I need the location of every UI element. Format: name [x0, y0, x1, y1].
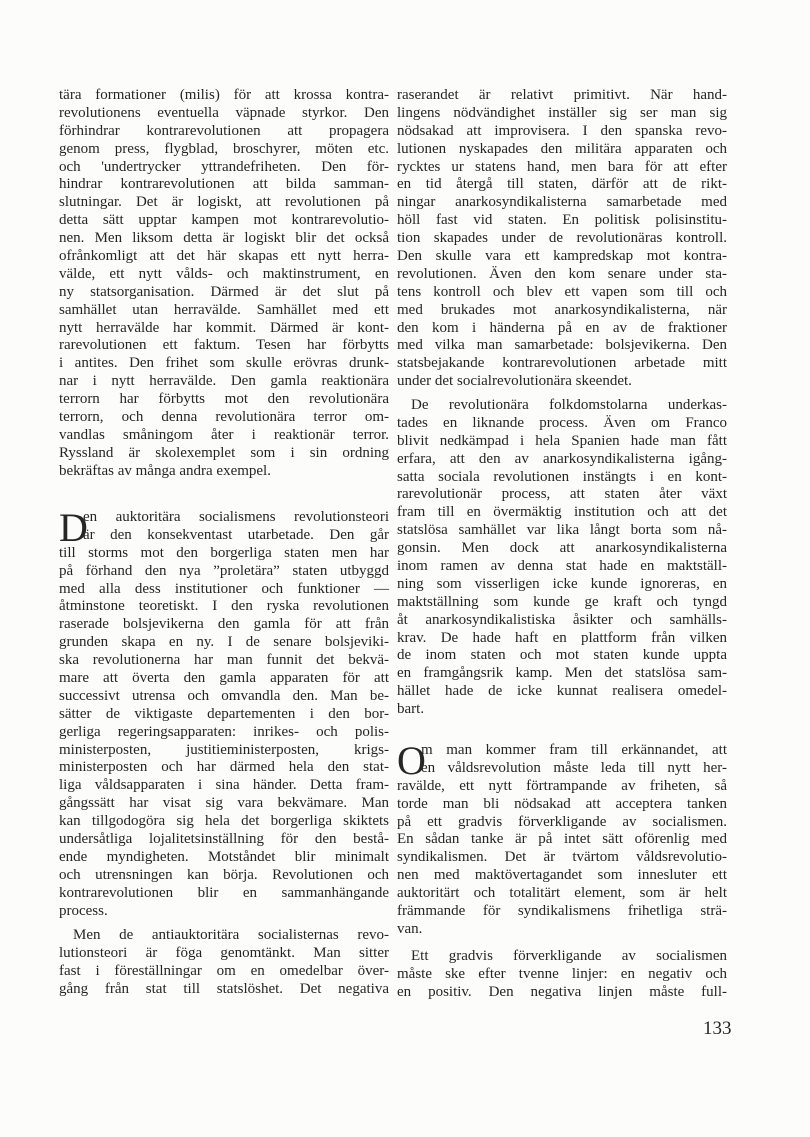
text-line: med brukades mot anarkosyndikalisterna, när: [397, 301, 727, 318]
paragraph: [59, 505, 389, 920]
text-line: rarevolutionen ett faktum. Tesen har förbytts: [59, 337, 389, 354]
text-line: Ryssland är skolexemplet som i sin ordning: [59, 444, 389, 461]
text-line: fram till en övermäktig institution och att det: [397, 504, 727, 521]
text-line: bekräftas av många andra exempel.: [59, 462, 271, 479]
text-line: mare att överta den gamla apparaten för att: [59, 670, 389, 687]
text-line: åt anarkosyndikalistiska åsikter och samhälls-: [397, 611, 727, 628]
text-line: erfara, att den av anarkosyndikalisterna igång-: [397, 450, 727, 467]
text-line: blivit nedkämpad i hela Spanien hade man fått: [397, 432, 727, 449]
text-line: till storms mot den borgerliga staten men har: [59, 544, 389, 561]
text-line: gonsin. Men dock att anarkosyndikalisterna: [397, 540, 727, 557]
text-line: hindrar kontrarevolutionen att bilda samman-: [59, 176, 389, 193]
text-line: detta sätt upptar kampen mot kontrarevolutio-: [59, 212, 389, 229]
text-line: måste ske efter tvenne linjer: en negativ och: [397, 965, 727, 982]
text-line: är den konsekventast utarbetade. Den går: [83, 526, 389, 543]
text-line: en positiv. Den negativa linjen måste full-: [397, 983, 727, 1000]
paragraph: [397, 87, 727, 391]
text-line: den kom i händerna på en av de fraktioner: [397, 319, 727, 336]
text-line: rycktes ur statens hand, men bara för att efter: [397, 158, 727, 175]
text-line: Men de antiauktoritära socialisternas revo-: [73, 927, 389, 943]
text-line: lutionsteori är föga genomtänkt. Man sitter: [59, 944, 389, 961]
text-line: på förhand den nya ”proletära” staten utbyggd: [59, 562, 389, 579]
text-line: lingens nödvändighet inställer sig ser man sig: [397, 104, 727, 121]
text-line: ministerposten, justitieministerposten, krigs-: [59, 741, 389, 758]
paragraph: [59, 87, 389, 481]
text-line: och 'undertrycker yttrandefriheten. Den för-: [59, 158, 389, 175]
text-line: successivt utrensa och omvandla den. Man be-: [59, 687, 389, 704]
text-line: nen. Men liksom detta är logiskt blir det också: [59, 230, 389, 247]
drop-cap: O: [397, 738, 426, 783]
paragraph: [397, 738, 727, 939]
text-line: under det socialrevolutionära skeendet.: [397, 373, 632, 390]
text-line: och utrensningen kan börja. Revolutionen och: [59, 866, 389, 883]
text-line: ning som visserligen icke kunde ignoreras, en: [397, 575, 727, 592]
paragraph: [397, 948, 727, 1002]
text-line: revolutionens eventuella väpnade styrkor. Den: [59, 104, 389, 121]
text-line: nödsakad att improvisera. I den spanska revo-: [397, 122, 727, 139]
text-line: samhället utan herravälde. Samhället med ett: [59, 301, 389, 318]
text-line: lutionen nyskapades den militära apparaten och: [397, 140, 727, 157]
text-line: med alla dess institutioner och funktioner —: [59, 580, 389, 597]
text-line: inom ramen av denna stat hade en maktställ-: [397, 558, 727, 575]
text-line: van.: [397, 920, 423, 937]
text-line: ministerposten och har därmed hela den stat-: [59, 759, 389, 776]
text-line: terrorn, och denna revolutionära terror om-: [59, 409, 389, 426]
text-line: gång från stat till statslöshet. Det negativa: [59, 980, 389, 997]
text-line: terrorn har förbytts mot den revolutionära: [59, 391, 389, 408]
text-line: undersåtliga lojalitetsinställning för den bestå-: [59, 831, 389, 848]
text-line: maktställning som kunde ge kraft och tyngd: [397, 593, 727, 610]
text-line: gångssätt har visat sig vara bekvämare. Man: [59, 795, 389, 812]
text-line: hället hade de icke kunnat realisera omedel-: [397, 683, 727, 700]
paragraph: [59, 927, 389, 999]
text-line: statslösa samhället var lika långt borta som nå-: [397, 522, 727, 539]
text-line: syndikalismen. Det är tvärtom våldsrevolutio-: [397, 849, 727, 866]
text-line: vandlas småningom åter i reaktionär terror.: [59, 426, 389, 443]
text-line: en framgångsrik kamp. Men det statslösa sam-: [397, 665, 727, 682]
text-line: De revolutionära folkdomstolarna underkas-: [411, 397, 727, 413]
text-line: genom press, flygblad, broschyrer, möten etc.: [59, 140, 389, 157]
text-line: slutningar. Det är logiskt, att revolutionen på: [59, 194, 389, 211]
text-line: gerliga regeringsapparaten: inrikes- och polis-: [59, 723, 389, 740]
text-line: En sådan tanke är på intet sätt oförenlig med: [397, 831, 727, 848]
text-line: välde, ett nytt vålds- och maktinstrument, en: [59, 265, 389, 282]
text-line: tades en liknande process. Även om Franco: [397, 414, 727, 431]
text-line: främmande för syndikalismens frihetliga strä-: [397, 903, 727, 920]
text-line: på ett gradvis förverkligande av socialismen.: [397, 813, 727, 830]
text-line: åtminstone teoretiskt. I den ryska revolutionen: [59, 598, 389, 615]
text-line: tära formationer (milis) för att krossa kontra-: [59, 87, 389, 103]
drop-cap: D: [59, 505, 88, 550]
text-line: bart.: [397, 701, 425, 718]
text-line: en auktoritära socialismens revolutionsteori: [83, 509, 389, 525]
text-line: statsbejakande kontrarevolutionen arbetade mitt: [397, 355, 727, 372]
text-line: med vilka man samarbetade: bolsjevikerna. Den: [397, 337, 727, 354]
text-line: sätter de viktigaste departementen i den bor-: [59, 705, 389, 722]
text-line: ny statsorganisation. Därmed är det slut på: [59, 283, 389, 300]
text-line: fast i föreställningar om en omedelbar över-: [59, 962, 389, 979]
text-line: en våldsrevolution måste leda till nytt her-: [421, 759, 727, 776]
text-line: ende myndigheten. Motståndet blir minimalt: [59, 848, 389, 865]
text-line: i antites. Den frihet som skulle erövras drunk-: [59, 355, 389, 372]
text-line: revolutionen. Även den kom senare under sta-: [397, 265, 727, 282]
text-line: liga våldsapparaten i sina händer. Detta fram-: [59, 777, 389, 794]
text-line: torde man bli nödsakad att acceptera tanken: [397, 795, 727, 812]
text-line: auktoritärt och totalitärt element, som är helt: [397, 885, 727, 902]
text-line: nytt herravälde har kommit. Därmed är kont-: [59, 319, 389, 336]
text-line: kan tillgodogöra sig hela det borgerliga skiktets: [59, 813, 389, 830]
text-line: en tid återgå till staten, därför att de rikt-: [397, 176, 727, 193]
text-line: höll fast vid staten. En politisk polisinstitu-: [397, 212, 727, 229]
text-line: tion skapades under de revolutionäras kontroll.: [397, 230, 727, 247]
text-line: raserade bolsjevikerna den gamla för att från: [59, 616, 389, 633]
text-line: tens kontroll och blev ett vapen som till och: [397, 283, 727, 300]
text-line: nen med maktövertagandet som innesluter ett: [397, 867, 727, 884]
text-line: krav. De hade haft en plattform från vilken: [397, 629, 727, 646]
text-line: raserandet är relativt primitivt. När hand-: [397, 87, 727, 103]
text-line: process.: [59, 902, 108, 919]
text-line: nar i nytt herravälde. Den gamla reaktionära: [59, 373, 389, 390]
text-line: Den skulle vara ett kampredskap mot kontra-: [397, 248, 727, 265]
text-line: ska revolutionerna har man funnit det bekvä-: [59, 652, 389, 669]
page-number: 133: [703, 1018, 732, 1039]
text-line: Ett gradvis förverkligande av socialismen: [411, 948, 727, 964]
text-line: ningar anarkosyndikalisterna samarbetade med: [397, 194, 727, 211]
text-line: de inom staten och mot staten kunde uppta: [397, 647, 727, 664]
text-line: grunden skapa en ny. I de senare bolsjeviki-: [59, 634, 389, 651]
text-line: ravälde, ett nytt förtrampande av friheten, så: [397, 777, 727, 794]
text-line: kontrarevolutionen blir en sammanhängande: [59, 884, 389, 901]
text-line: förhindrar kontrarevolutionen att propagera: [59, 122, 389, 139]
text-line: satta sociala revolutionen instängts i en kont-: [397, 468, 727, 485]
text-line: rarevolutionär process, att staten åter växt: [397, 486, 727, 503]
paragraph: [397, 397, 727, 719]
text-line: ofrånkomligt att det här skapas ett nytt herra-: [59, 248, 389, 265]
text-line: m man kommer fram till erkännandet, att: [421, 742, 727, 758]
